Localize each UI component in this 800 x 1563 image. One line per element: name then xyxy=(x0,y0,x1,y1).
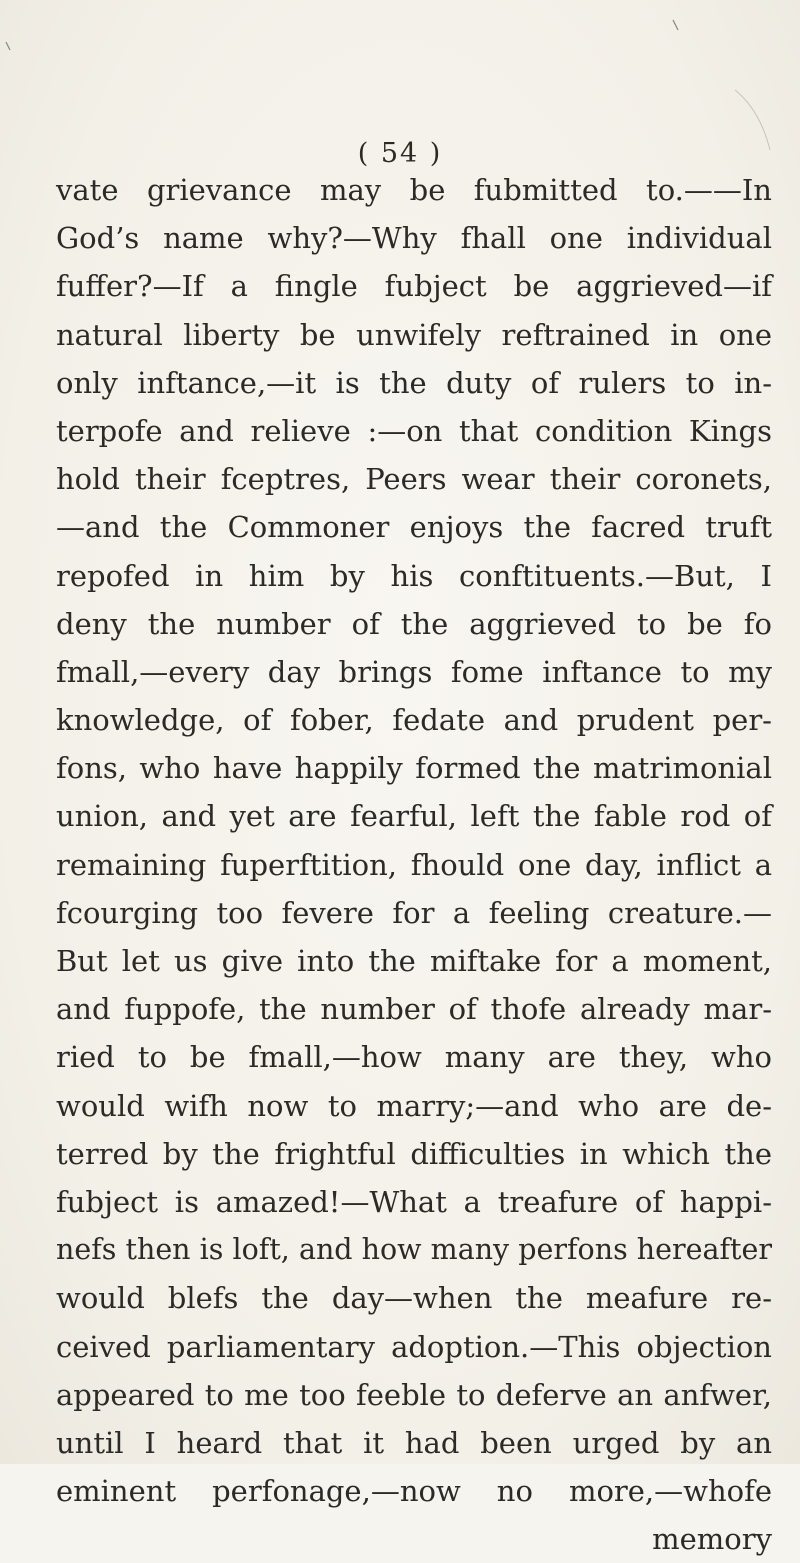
catchword: memory xyxy=(652,1522,772,1557)
text-line: deny the number of the aggrieved to be fo xyxy=(56,606,772,641)
text-line: fmall,—every day brings fome inftance to my xyxy=(56,654,772,689)
text-line: would blefs the day—when the meafure re- xyxy=(56,1281,772,1316)
text-line: only inftance,—it is the duty of rulers to in- xyxy=(56,365,772,400)
text-line: fcourging too fevere for a feeling creature.— xyxy=(56,895,772,930)
text-line: But let us give into the miftake for a moment, xyxy=(56,944,772,978)
text-line: remaining fuperftition, fhould one day, inflict a xyxy=(56,847,772,882)
text-line: repofed in him by his conftituents.—But, I xyxy=(56,558,772,593)
text-line: knowledge, of fober, fedate and prudent per- xyxy=(56,703,772,738)
text-line: hold their fceptres, Peers wear their coronets, xyxy=(56,462,772,497)
text-line: God’s name why?—Why fhall one individual xyxy=(56,221,772,256)
text-line: —and the Commoner enjoys the facred truft xyxy=(56,510,772,545)
text-line: fuffer?—If a fingle fubject be aggrieved—if xyxy=(56,269,772,304)
text-line: and fuppofe, the number of thofe already mar- xyxy=(56,992,772,1027)
body-text xyxy=(56,166,772,1563)
text-line: natural liberty be unwifely reftrained in one xyxy=(56,317,772,352)
text-line: fubject is amazed!—What a treafure of happi- xyxy=(56,1184,772,1219)
text-line: union, and yet are fearful, left the fable rod of xyxy=(56,799,772,834)
text-line: terpofe and relieve :—on that condition Kings xyxy=(56,413,772,448)
text-line: ried to be fmall,—how many are they, who xyxy=(56,1040,772,1075)
text-line: terred by the frightful difficulties in which the xyxy=(56,1136,772,1171)
text-line: eminent perfonage,—now no more,—whofe xyxy=(56,1474,772,1509)
text-line: ceived parliamentary adoption.—This objection xyxy=(56,1329,772,1364)
text-line: until I heard that it had been urged by an xyxy=(56,1425,772,1460)
text-line: would wifh now to marry;—and who are de- xyxy=(56,1088,772,1123)
text-line: appeared to me too feeble to deferve an anfwer, xyxy=(56,1377,772,1412)
page-number: ( 54 ) xyxy=(357,138,443,169)
text-line: nefs then is loft, and how many perfons hereafter xyxy=(56,1233,772,1267)
text-line: fons, who have happily formed the matrimonial xyxy=(56,751,772,786)
text-line: vate grievance may be fubmitted to.——In xyxy=(56,173,772,207)
